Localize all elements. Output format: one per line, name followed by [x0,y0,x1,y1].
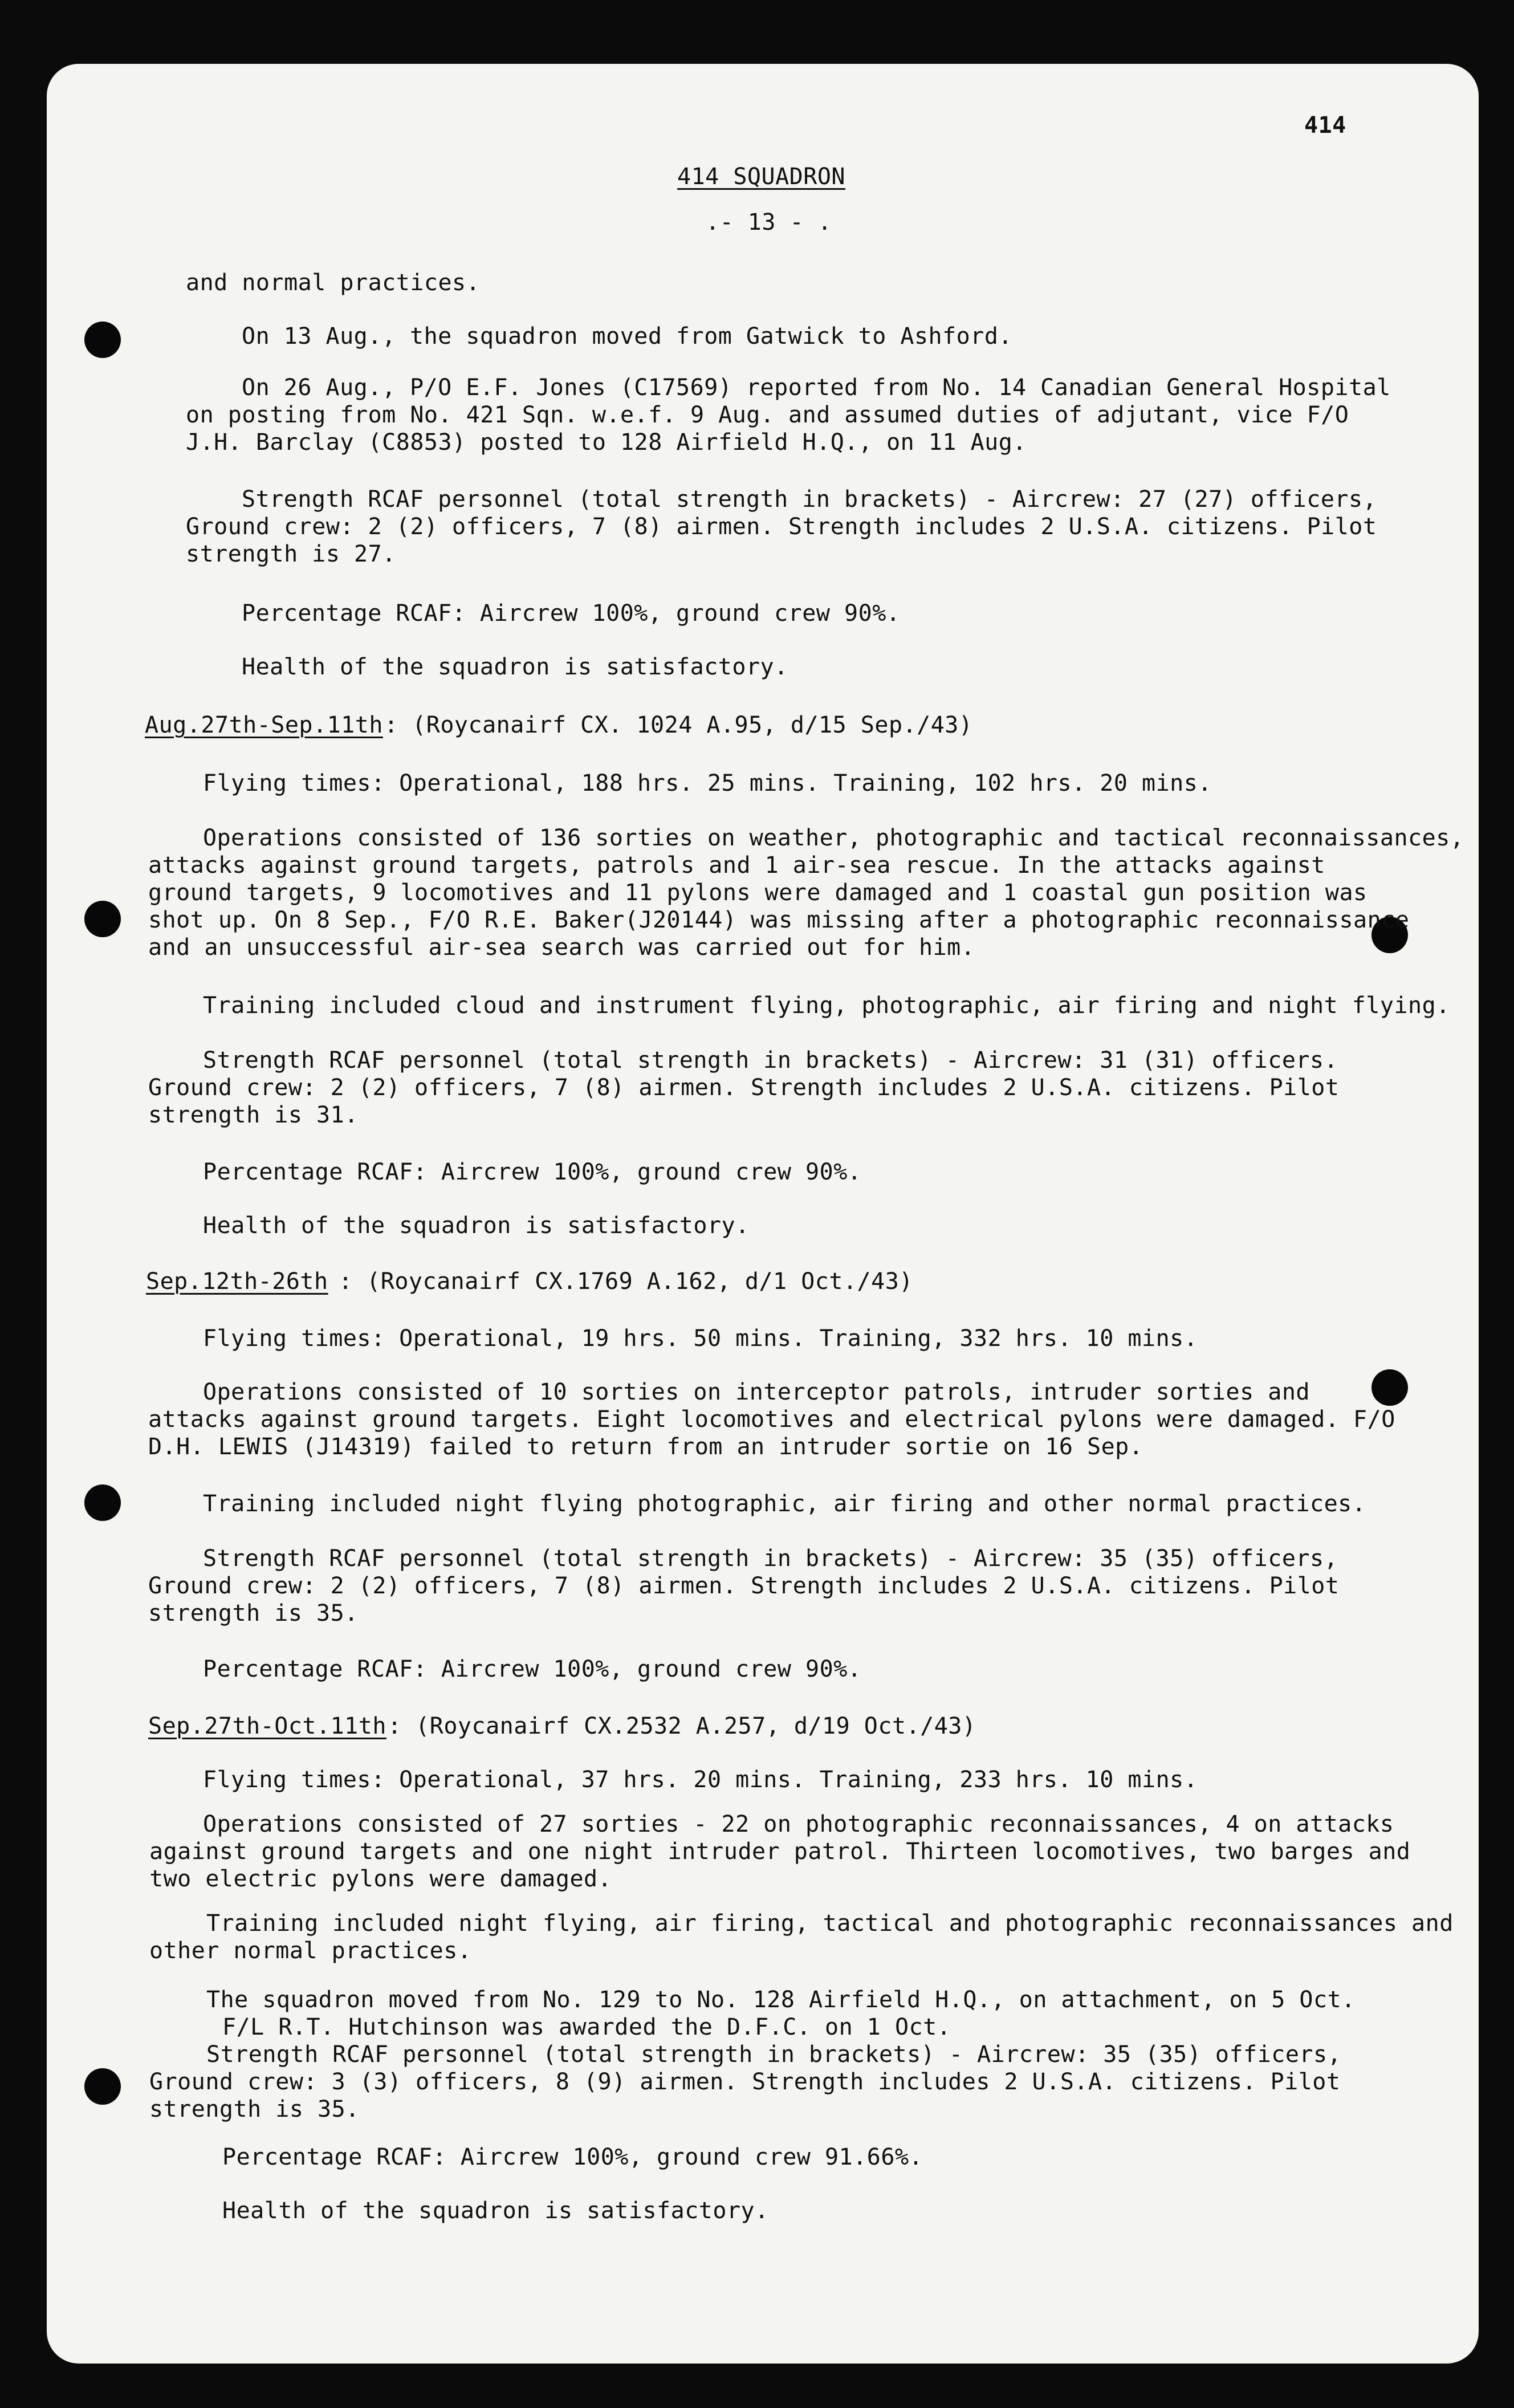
text-line: Flying times: Operational, 37 hrs. 20 mins. Training, 233 hrs. 10 mins. [203,1767,1198,1793]
text-line: Operations consisted of 136 sorties on weather, photographic and tactical reconnaissances, [203,825,1464,851]
text-line: Training included cloud and instrument flying, photographic, air firing and night flying. [203,993,1450,1019]
text-line: Strength RCAF personnel (total strength in brackets) - Aircrew: 27 (27) officers, [242,486,1377,512]
text-line: On 26 Aug., P/O E.F. Jones (C17569) reported from No. 14 Canadian General Hospital [242,375,1391,401]
text-line: on posting from No. 421 Sqn. w.e.f. 9 Aug. and assumed duties of adjutant, vice F/O [186,402,1349,428]
text-line: strength is 27. [186,541,396,567]
text-line: and normal practices. [186,270,481,296]
period-reference: : (Roycanairf CX. 1024 A.95, d/15 Sep./43) [384,712,973,738]
text-line: D.H. LEWIS (J14319) failed to return from an intruder sortie on 16 Sep. [148,1434,1143,1460]
text-line: Operations consisted of 27 sorties - 22 on photographic reconnaissances, 4 on attacks [203,1811,1394,1837]
text-line: strength is 31. [148,1102,359,1128]
text-line: Operations consisted of 10 sorties on interceptor patrols, intruder sorties and [203,1379,1310,1405]
text-line: Training included night flying photographic, air firing and other normal practices. [203,1491,1366,1517]
text-line: Ground crew: 2 (2) officers, 7 (8) airmen. Strength includes 2 U.S.A. citizens. Pilot [148,1573,1340,1599]
punch-hole [84,901,121,937]
period-heading: Sep.12th-26th [146,1268,328,1295]
page-subnumber: .- 13 - . [706,209,832,235]
text-line: Strength RCAF personnel (total strength in brackets) - Aircrew: 35 (35) officers, [203,1545,1338,1572]
text-line: Training included night flying, air firing, tactical and photographic reconnaissances and [206,1910,1454,1937]
text-line: strength is 35. [149,2096,360,2122]
text-line: Health of the squadron is satisfactory. [242,654,788,680]
text-line: two electric pylons were damaged. [149,1866,612,1892]
text-line: Percentage RCAF: Aircrew 100%, ground crew 91.66%. [222,2144,923,2170]
text-line: attacks against ground targets. Eight locomotives and electrical pylons were damaged. F/O [148,1406,1395,1433]
text-line: F/L R.T. Hutchinson was awarded the D.F.C. on 1 Oct. [222,2014,951,2040]
text-line: Strength RCAF personnel (total strength in brackets) - Aircrew: 31 (31) officers. [203,1047,1338,1073]
period-reference: : (Roycanairf CX.2532 A.257, d/19 Oct./43) [388,1713,976,1739]
punch-hole [84,1484,121,1521]
text-line: J.H. Barclay (C8853) posted to 128 Airfield H.Q., on 11 Aug. [186,429,1027,455]
text-line: Health of the squadron is satisfactory. [222,2198,769,2224]
punch-hole [1371,1369,1408,1406]
text-line: Health of the squadron is satisfactory. [203,1213,750,1239]
text-line: Flying times: Operational, 19 hrs. 50 mins. Training, 332 hrs. 10 mins. [203,1325,1198,1352]
page-number: 414 [1304,112,1346,139]
period-heading: Sep.27th-Oct.11th [148,1713,386,1739]
text-line: Ground crew: 3 (3) officers, 8 (9) airmen. Strength includes 2 U.S.A. citizens. Pilot [149,2069,1341,2095]
text-line: shot up. On 8 Sep., F/O R.E. Baker(J20144) was missing after a photographic reconnaissance [148,907,1410,933]
text-line: and an unsuccessful air-sea search was carried out for him. [148,934,975,961]
text-line: strength is 35. [148,1600,359,1626]
period-heading: Aug.27th-Sep.11th [145,712,383,738]
text-line: other normal practices. [149,1938,472,1964]
text-line: ground targets, 9 locomotives and 11 pylons were damaged and 1 coastal gun position was [148,880,1368,906]
text-line: On 13 Aug., the squadron moved from Gatwick to Ashford. [242,323,1013,349]
text-line: Ground crew: 2 (2) officers, 7 (8) airmen. Strength includes 2 U.S.A. citizens. Pilot [186,514,1377,540]
text-line: Percentage RCAF: Aircrew 100%, ground crew 90%. [242,600,901,627]
text-line: Percentage RCAF: Aircrew 100%, ground crew 90%. [203,1159,862,1185]
text-line: Ground crew: 2 (2) officers, 7 (8) airmen. Strength includes 2 U.S.A. citizens. Pilot [148,1075,1340,1101]
punch-hole [84,2068,121,2105]
text-line: Percentage RCAF: Aircrew 100%, ground crew 90%. [203,1656,862,1682]
page-title: 414 SQUADRON [677,164,845,190]
period-reference: : (Roycanairf CX.1769 A.162, d/1 Oct./43) [339,1268,913,1295]
text-line: attacks against ground targets, patrols and 1 air-sea rescue. In the attacks against [148,852,1325,878]
text-line: Flying times: Operational, 188 hrs. 25 mins. Training, 102 hrs. 20 mins. [203,770,1212,796]
punch-hole [84,322,121,358]
text-line: against ground targets and one night intruder patrol. Thirteen locomotives, two barges and [149,1838,1411,1865]
text-line: Strength RCAF personnel (total strength in brackets) - Aircrew: 35 (35) officers, [206,2041,1342,2068]
text-line: The squadron moved from No. 129 to No. 128 Airfield H.Q., on attachment, on 5 Oct. [206,1987,1356,2013]
